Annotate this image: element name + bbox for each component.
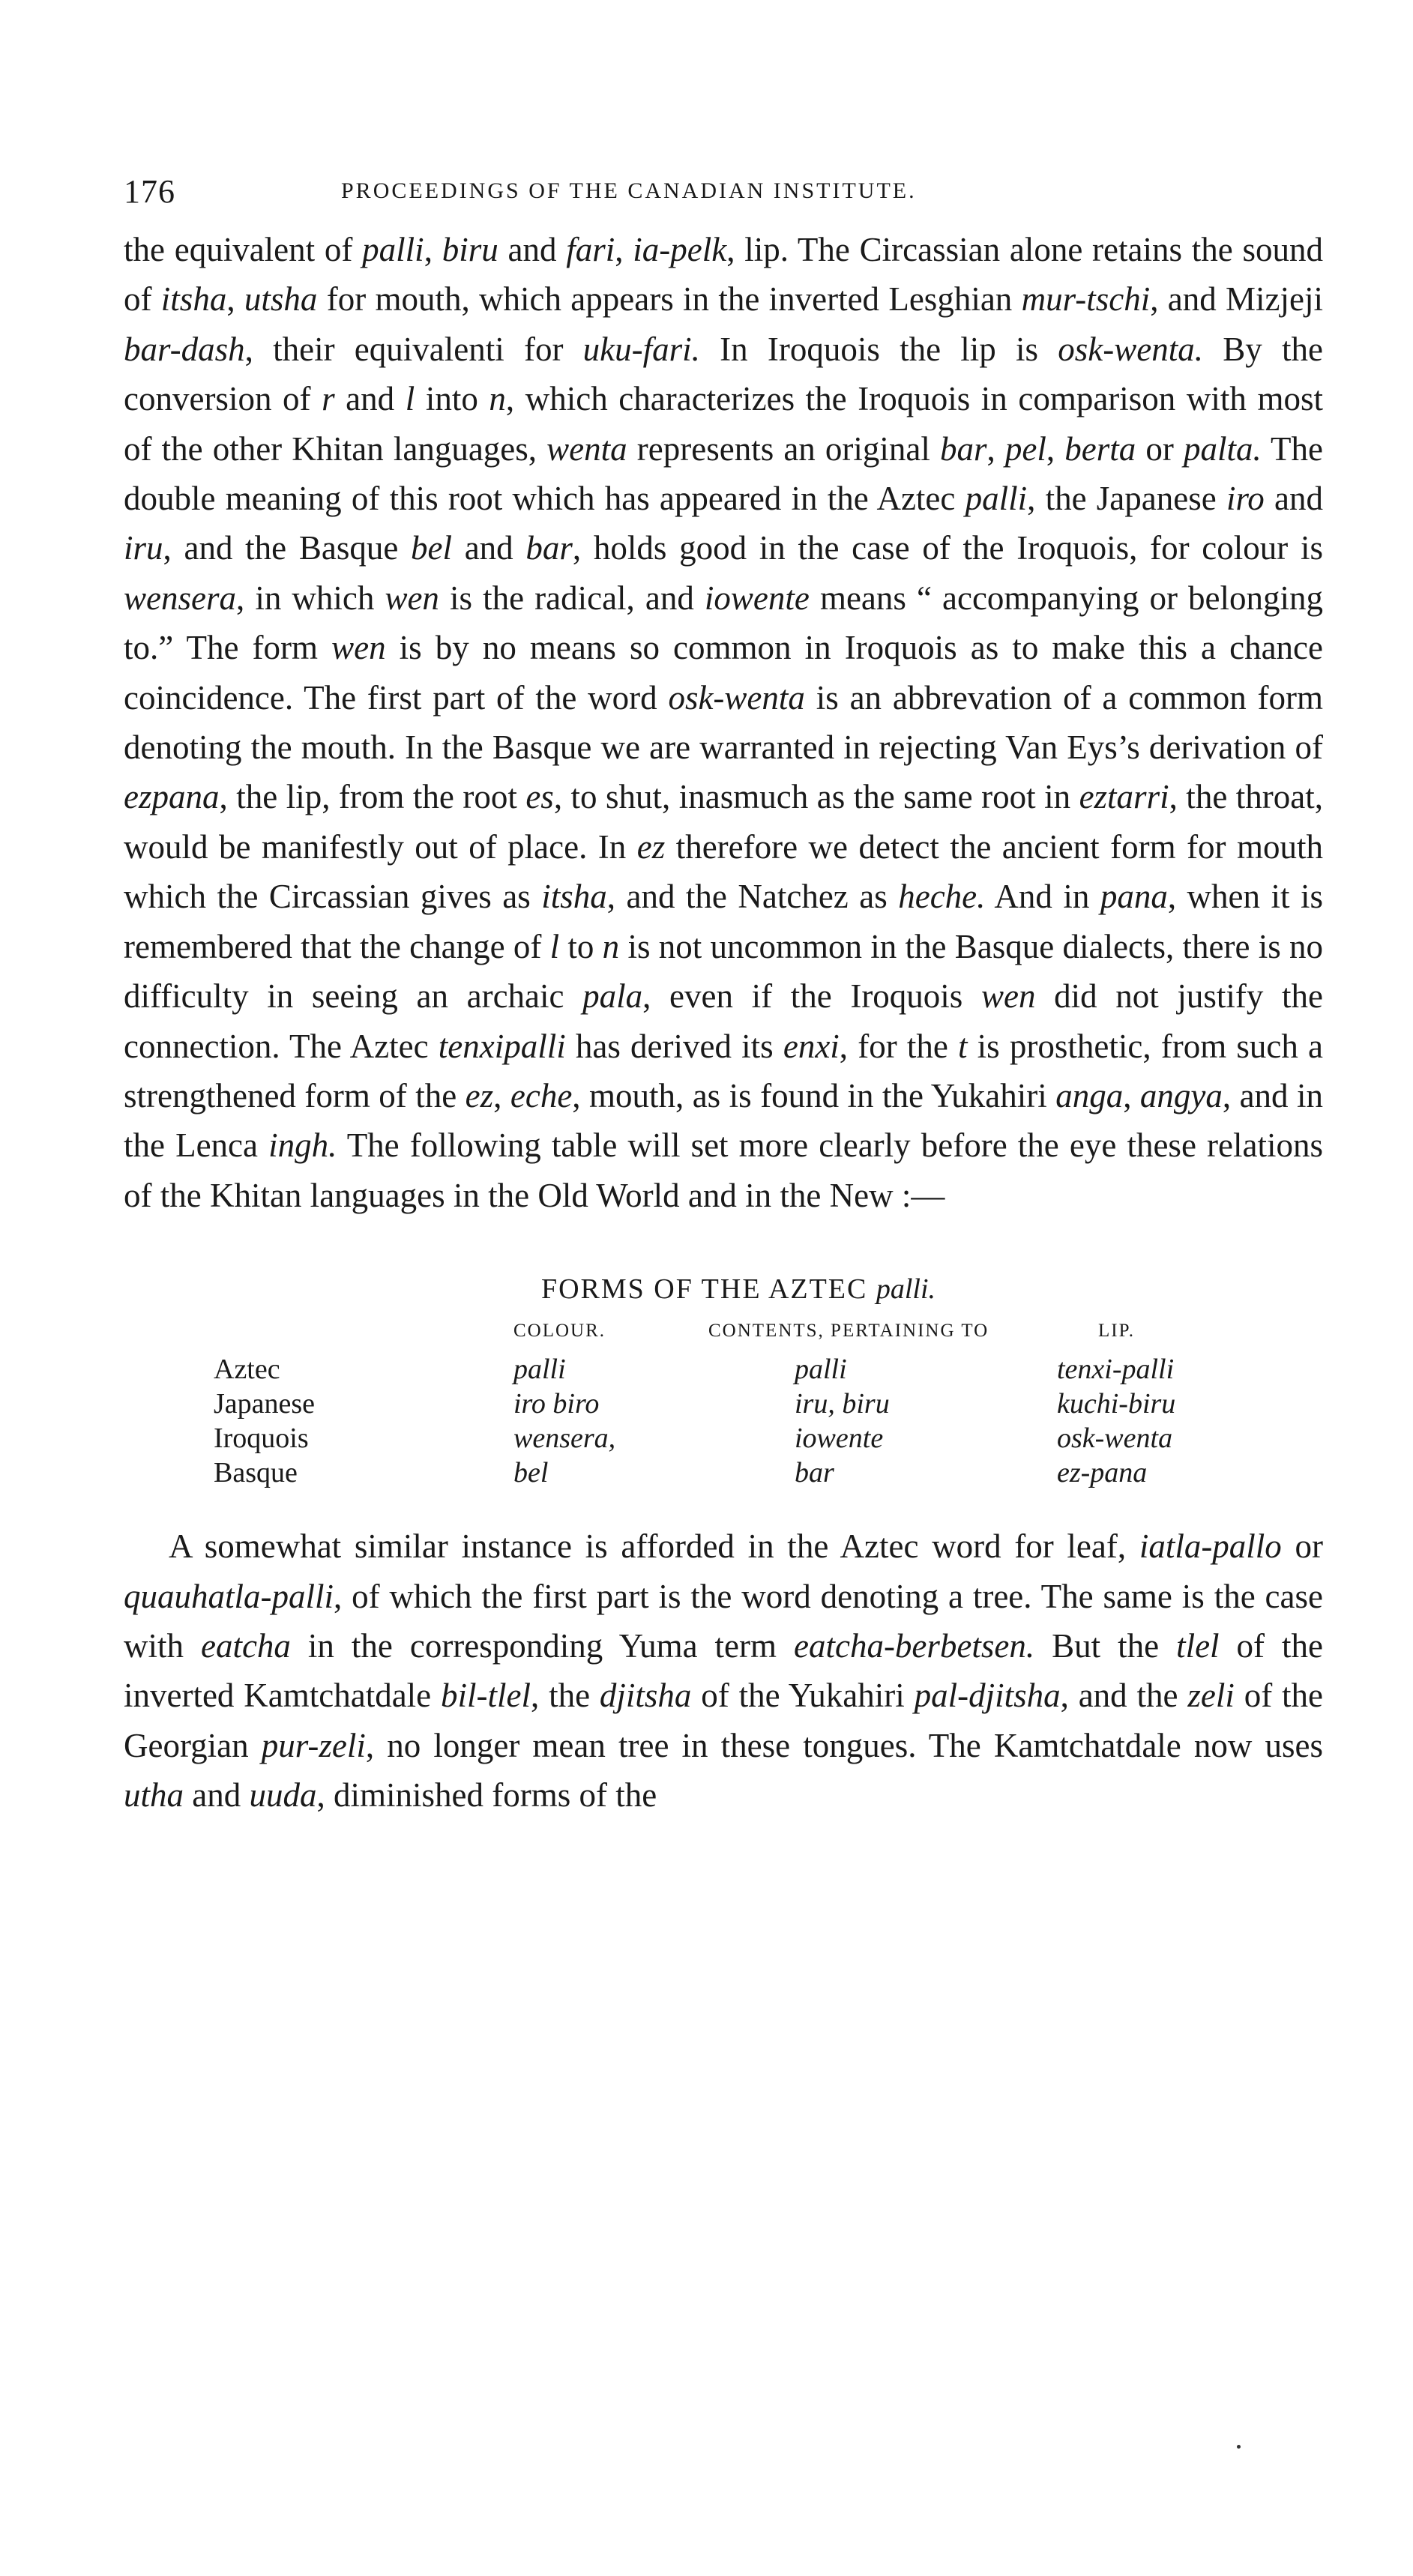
ink-speck (1237, 2445, 1241, 2449)
italic-term: iowente (704, 579, 810, 617)
italic-term: r (322, 380, 335, 418)
forms-table (124, 1321, 1323, 1500)
italic-term: palli (362, 231, 424, 268)
italic-term: pala (582, 977, 643, 1016)
italic-term: fari (566, 231, 615, 268)
table-title-italic: palli. (876, 1273, 936, 1306)
column-header-lip: LIP. (1098, 1321, 1135, 1342)
row-language: Japanese (214, 1388, 316, 1420)
italic-term: tlel (1176, 1626, 1220, 1665)
italic-term: pel (1004, 429, 1046, 468)
italic-term: eztarri (1079, 778, 1169, 816)
italic-term: eatcha-berbetsen. (794, 1626, 1035, 1665)
table-title-text: FORMS OF THE AZTEC (540, 1273, 876, 1306)
italic-term: es (525, 778, 554, 816)
column-header-contents: CONTENTS, PERTAINING TO (708, 1321, 989, 1342)
page-number: 176 (124, 173, 175, 210)
book-page (124, 172, 1323, 1821)
italic-term: n (602, 927, 620, 965)
italic-term: berta (1064, 429, 1136, 468)
column-header-colour: COLOUR. (513, 1321, 606, 1342)
italic-term: pur-zeli (261, 1726, 366, 1764)
row-contents: palli (795, 1354, 847, 1386)
italic-term: pal-djitsha (914, 1677, 1061, 1715)
row-language: Aztec (214, 1354, 280, 1386)
italic-term: anga (1055, 1076, 1124, 1114)
row-language: Iroquois (214, 1423, 309, 1455)
italic-term: tenxipalli (438, 1027, 566, 1065)
italic-term: eche (510, 1076, 573, 1114)
italic-term: ia-pelk (633, 231, 727, 268)
italic-term: bar-dash (124, 330, 245, 368)
italic-term: osk-wenta (668, 678, 805, 717)
row-contents: bar (795, 1457, 834, 1489)
italic-term: biru (442, 231, 498, 268)
row-contents: iowente (795, 1423, 884, 1455)
italic-term: mur-tschi (1021, 280, 1151, 319)
italic-term: ez (636, 827, 666, 866)
italic-term: uku-fari. (582, 330, 700, 368)
italic-term: wensera (124, 579, 236, 617)
row-lip: tenxi-palli (1057, 1354, 1175, 1386)
italic-term: utha (124, 1776, 184, 1815)
paragraph-1: the equivalent of palli, biru and fari, ia-pelk, lip. The Circassian alone retains the sound of itsha, utsha for mouth, which appears in the inverted Lesghian mur-tschi, and Mizjeji bar-dash, their equivalenti for uku-fari. In Iroquois the lip is osk-wenta. By the conversion of r and l into n, which characterizes the Iroquois in comparison with most of the other Khitan languages, wenta represents an original bar, pel, berta or palta. The double meaning of this root which has appeared in the Aztec palli, the Japanese iro and iru, and the Basque bel and bar, holds good in the case of the Iroquois, for colour is wensera, in which wen is the radical, and iowente means “ accompanying or belonging to.” The form wen is by no means so common in Iroquois as to make this a chance coincidence. The first part of the word osk-wenta is an abbrevation of a common form denoting the mouth. In the Basque we are warranted in rejecting Van Eys’s derivation of ezpana, the lip, from the root es, to shut, inasmuch as the same root in eztarri, the throat, would be manifestly out of place. In ez therefore we detect the ancient form for mouth which the Circassian gives as itsha, and the Natchez as heche. And in pana, when it is remembered that the change of l to n is not uncommon in the Basque dialects, there is no difficulty in seeing an archaic pala, even if the Iroquois wen did not justify the connection. The Aztec tenxipalli has derived its enxi, for the t is prosthetic, from such a strengthened form of the ez, eche, mouth, as is found in the Yukahiri anga, angya, and in the Lenca ingh. The following table will set more clearly before the eye these relations of the Khitan languages in the Old World and in the New :— (124, 231, 1324, 1214)
italic-term: palli (965, 480, 1028, 518)
italic-term: bel (411, 529, 452, 567)
italic-term: iru (124, 529, 163, 567)
row-colour: iro biro (513, 1388, 600, 1420)
row-lip: kuchi-biru (1057, 1388, 1176, 1420)
row-colour: bel (513, 1457, 549, 1489)
italic-term: iatla-pallo (1139, 1527, 1282, 1566)
table-row (124, 1387, 1323, 1421)
italic-term: utsha (244, 280, 318, 319)
running-header (124, 172, 1323, 225)
italic-term: wenta (546, 429, 627, 468)
row-lip: osk-wenta (1057, 1423, 1173, 1455)
italic-term: quauhatla-palli (124, 1577, 334, 1615)
row-contents: iru, biru (795, 1388, 890, 1420)
row-colour: wensera, (513, 1423, 616, 1455)
table-row (124, 1456, 1323, 1490)
italic-term: wen (980, 977, 1036, 1016)
italic-term: itsha (160, 280, 227, 319)
italic-term: ezpana (124, 778, 220, 816)
italic-term: bil-tlel (441, 1677, 531, 1715)
italic-term: osk-wenta. (1058, 330, 1204, 368)
table-title (124, 1273, 1323, 1306)
table-row (124, 1352, 1323, 1387)
italic-term: wen (385, 579, 439, 617)
italic-term: l (405, 380, 415, 418)
italic-term: djitsha (599, 1677, 692, 1715)
italic-term: heche. (898, 878, 986, 916)
italic-term: wen (331, 629, 386, 667)
paragraph-2: A somewhat similar instance is afforded in the Aztec word for leaf, iatla-pallo or quauhatla-palli, of which the first part is the word denoting a tree. The same is the case with eatcha in the corresponding Yuma term eatcha-berbetsen. But the tlel of the inverted Kamtchatdale bil-tlel, the djitsha of the Yukahiri pal-djitsha, and the zeli of the Georgian pur-zeli, no longer mean tree in these tongues. The Kamtchatdale now uses utha and uuda, diminished forms of the (124, 1527, 1324, 1815)
italic-term: n (489, 380, 506, 418)
running-title: PROCEEDINGS OF THE CANADIAN INSTITUTE. (341, 178, 917, 203)
italic-term: eatcha (200, 1626, 291, 1665)
italic-term: bar (940, 429, 987, 468)
row-language: Basque (214, 1457, 298, 1489)
row-lip: ez-pana (1057, 1457, 1148, 1489)
italic-term: angya (1139, 1076, 1223, 1114)
italic-term: enxi (783, 1027, 840, 1065)
italic-term: palta. (1183, 429, 1262, 468)
row-colour: palli (513, 1354, 566, 1386)
italic-term: ingh. (268, 1126, 337, 1165)
table-row (124, 1421, 1323, 1456)
italic-term: uuda (249, 1776, 317, 1815)
italic-term: l (549, 927, 560, 965)
italic-term: t (958, 1027, 968, 1065)
italic-term: zeli (1187, 1677, 1235, 1715)
italic-term: bar (525, 529, 573, 567)
italic-term: itsha (541, 878, 607, 916)
italic-term: pana (1100, 878, 1168, 916)
italic-term: iro (1226, 480, 1265, 518)
italic-term: ez (465, 1076, 494, 1114)
